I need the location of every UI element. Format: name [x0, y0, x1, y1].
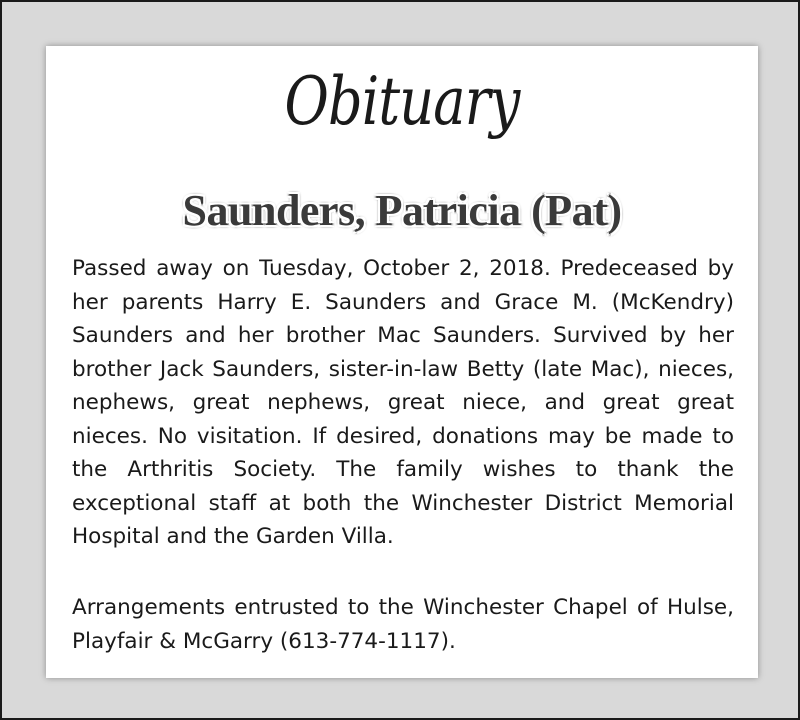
deceased-name: Saunders, Patricia (Pat)	[182, 186, 622, 235]
obituary-card	[46, 46, 758, 678]
obituary-heading: Obituary	[284, 63, 520, 140]
obituary-body: Passed away on Tuesday, October 2, 2018. Predeceased by her parents Harry E. Saunders and Grace M. (McKendry) Saunders and her brother Mac Saunders. Survived by her brother Jack Saunders, sister-in-law Betty (late Mac), nieces, nephews, great nephews, great niece, and great great nieces. No visitation. If desired, donations may be made to the Arthritis Society. The family wishes to thank the exceptional staff at both the Winchester District Memorial Hospital and the Garden Villa.	[72, 256, 734, 549]
funeral-arrangements: Arrangements entrusted to the Winchester Chapel of Hulse, Playfair & McGarry (613-774-1117).	[72, 595, 734, 654]
